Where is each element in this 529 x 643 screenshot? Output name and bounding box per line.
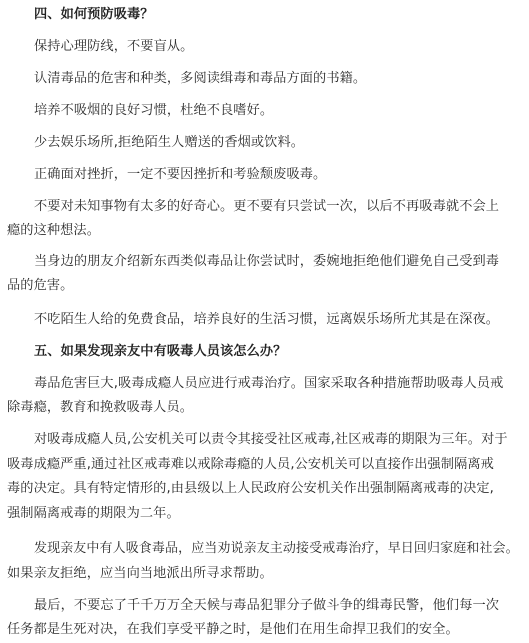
friend-paragraph-line-1: 当身边的朋友介绍新东西类似毒品让你尝试时，委婉地拒绝他们避免自己受到毒 xyxy=(34,254,500,269)
law-paragraph-line-3: 毒的决定。具有特定情形的,由县级以上人民政府公安机关作出强制隔离戒毒的决定, xyxy=(7,481,494,496)
section-5-heading: 五、如果发现亲友中有吸毒人员该怎么办？ xyxy=(34,344,287,359)
relative-paragraph-line-1: 发现亲友中有人吸食毒品，应当劝说亲友主动接受戒毒治疗，早日回归家庭和社会。 xyxy=(34,541,519,556)
curiosity-paragraph-line-2: 瘾的这种想法。 xyxy=(7,223,101,238)
prevention-item-2: 认清毒品的危害和种类，多阅读缉毒和毒品方面的书籍。 xyxy=(34,71,367,86)
prevention-item-4: 少去娱乐场所,拒绝陌生人赠送的香烟或饮料。 xyxy=(34,135,305,150)
stranger-paragraph: 不吃陌生人给的免费食品，培养良好的生活习惯，远离娱乐场所尤其是在深夜。 xyxy=(34,312,500,327)
law-paragraph-line-2: 吸毒成瘾严重,通过社区戒毒难以戒除毒瘾的人员,公安机关可以直接作出强制隔离戒 xyxy=(7,457,494,472)
closing-paragraph-line-1: 最后，不要忘了千千万万全天候与毒品犯罪分子做斗争的缉毒民警，他们每一次 xyxy=(34,598,500,613)
harm-paragraph-line-2: 除毒瘾，教育和挽救吸毒人员。 xyxy=(7,400,194,415)
prevention-item-3: 培养不吸烟的良好习惯，杜绝不良嗜好。 xyxy=(34,103,274,118)
section-4-heading: 四、如何预防吸毒？ xyxy=(34,7,154,22)
prevention-item-1: 保持心理防线，不要盲从。 xyxy=(34,39,194,54)
friend-paragraph-line-2: 品的危害。 xyxy=(7,278,74,293)
law-paragraph-line-4: 强制隔离戒毒的期限为二年。 xyxy=(7,506,180,521)
harm-paragraph-line-1: 毒品危害巨大,吸毒成瘾人员应进行戒毒治疗。国家采取各种措施帮助吸毒人员戒 xyxy=(34,376,504,391)
curiosity-paragraph-line-1: 不要对未知事物有太多的好奇心。更不要有只尝试一次，以后不再吸毒就不会上 xyxy=(34,199,500,214)
prevention-item-5: 正确面对挫折，一定不要因挫折和考验颓废吸毒。 xyxy=(34,167,327,182)
closing-paragraph-line-2: 任务都是生死对决，在我们享受平静之时，是他们在用生命捍卫我们的安全。 xyxy=(7,622,459,637)
relative-paragraph-line-2: 如果亲友拒绝，应当向当地派出所寻求帮助。 xyxy=(7,566,273,581)
law-paragraph-line-1: 对吸毒成瘾人员,公安机关可以责令其接受社区戒毒,社区戒毒的期限为三年。对于 xyxy=(34,432,508,447)
